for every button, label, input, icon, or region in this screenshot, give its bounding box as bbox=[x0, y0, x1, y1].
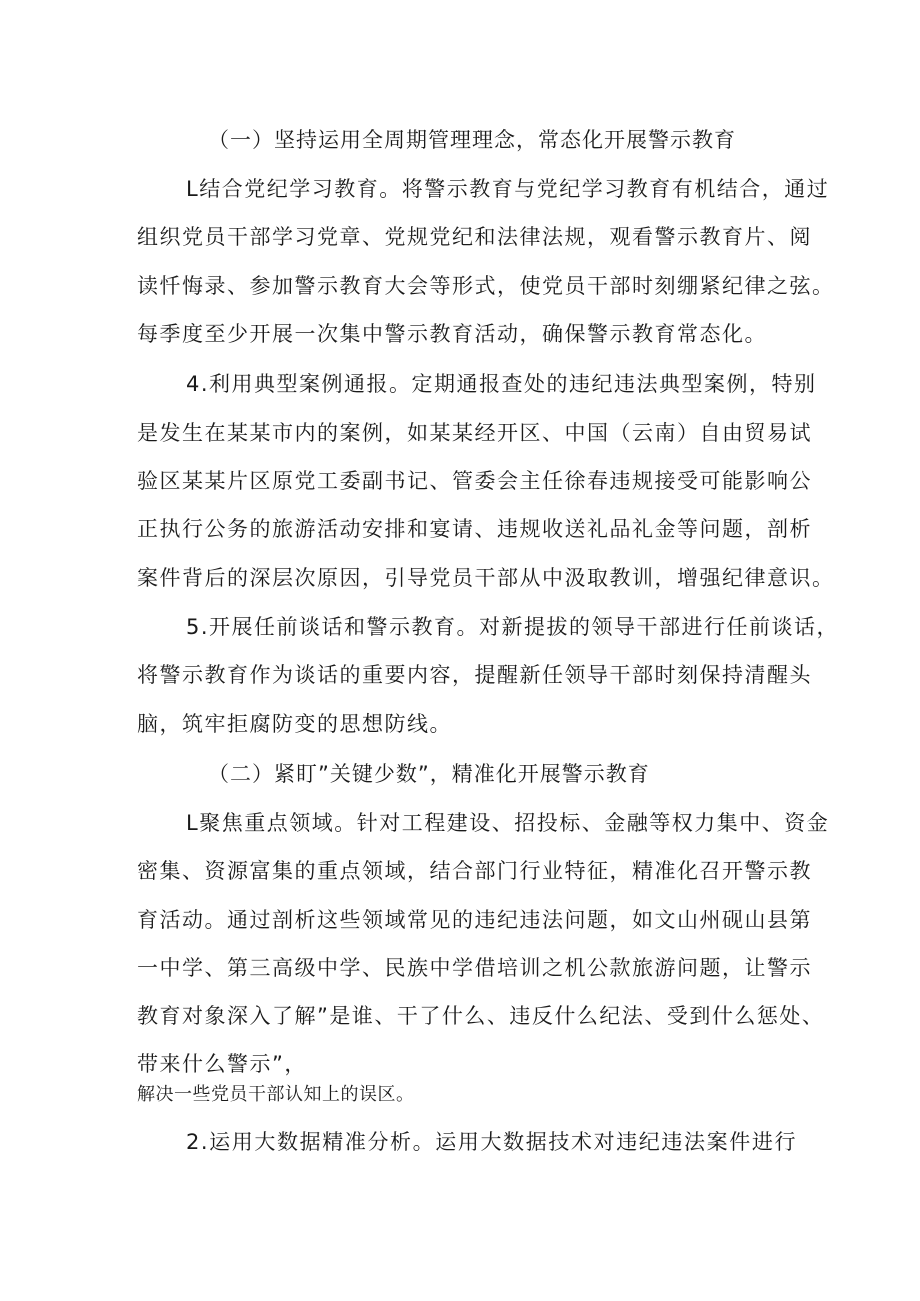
paragraph-line: L结合党纪学习教育。将警示教育与党纪学习教育有机结合，通过 bbox=[186, 177, 830, 201]
paragraph-line: 正执行公务的旅游活动安排和宴请、违规收送礼品礼金等问题，剖析 bbox=[137, 517, 812, 541]
paragraph-line: 一中学、第三高级中学、民族中学借培训之机公款旅游问题，让警示 bbox=[137, 956, 812, 980]
paragraph-line: 解决一些党员干部认知上的误区。 bbox=[137, 1084, 415, 1105]
paragraph-line: 将警示教育作为谈话的重要内容，提醒新任领导干部时刻保持清醒头 bbox=[137, 663, 812, 687]
paragraph-line: 脑，筑牢拒腐防变的思想防线。 bbox=[137, 712, 452, 736]
paragraph-line: 4.利用典型案例通报。定期通报查处的违纪违法典型案例，特别 bbox=[186, 372, 817, 396]
paragraph-line: 每季度至少开展一次集中警示教育活动，确保警示教育常态化。 bbox=[137, 322, 767, 346]
paragraph-line: 是发生在某某市内的案例，如某某经开区、中国（云南）自由贸易试 bbox=[137, 421, 812, 445]
paragraph-line: 案件背后的深层次原因，引导党员干部从中汲取教训，增强纪律意识。 bbox=[137, 566, 835, 590]
paragraph-line: 育活动。通过剖析这些领域常见的违纪违法问题，如文山州砚山县第 bbox=[137, 908, 812, 932]
section-heading-2: （二）紧盯”关键少数”，精准化开展警示教育 bbox=[208, 762, 650, 786]
paragraph-line: 教育对象深入了解”是谁、干了什么、违反什么纪法、受到什么惩处、 bbox=[137, 1004, 825, 1028]
paragraph-line: L聚焦重点领域。针对工程建设、招投标、金融等权力集中、资金 bbox=[186, 811, 830, 835]
paragraph-line: 2.运用大数据精准分析。运用大数据技术对违纪违法案件进行 bbox=[186, 1130, 797, 1154]
paragraph-line: 带来什么警示”， bbox=[137, 1052, 307, 1076]
paragraph-line: 密集、资源富集的重点领域，结合部门行业特征，精准化召开警示教 bbox=[137, 859, 812, 883]
paragraph-line: 验区某某片区原党工委副书记、管委会主任徐春违规接受可能影响公 bbox=[137, 469, 812, 493]
paragraph-line: 组织党员干部学习党章、党规党纪和法律法规，观看警示教育片、阅 bbox=[137, 225, 812, 249]
paragraph-line: 5.开展任前谈话和警示教育。对新提拔的领导干部进行任前谈话， bbox=[186, 615, 840, 639]
paragraph-line: 读忏悔录、参加警示教育大会等形式，使党员干部时刻绷紧纪律之弦。 bbox=[137, 274, 835, 298]
section-heading-1: （一）坚持运用全周期管理理念，常态化开展警示教育 bbox=[208, 128, 736, 152]
